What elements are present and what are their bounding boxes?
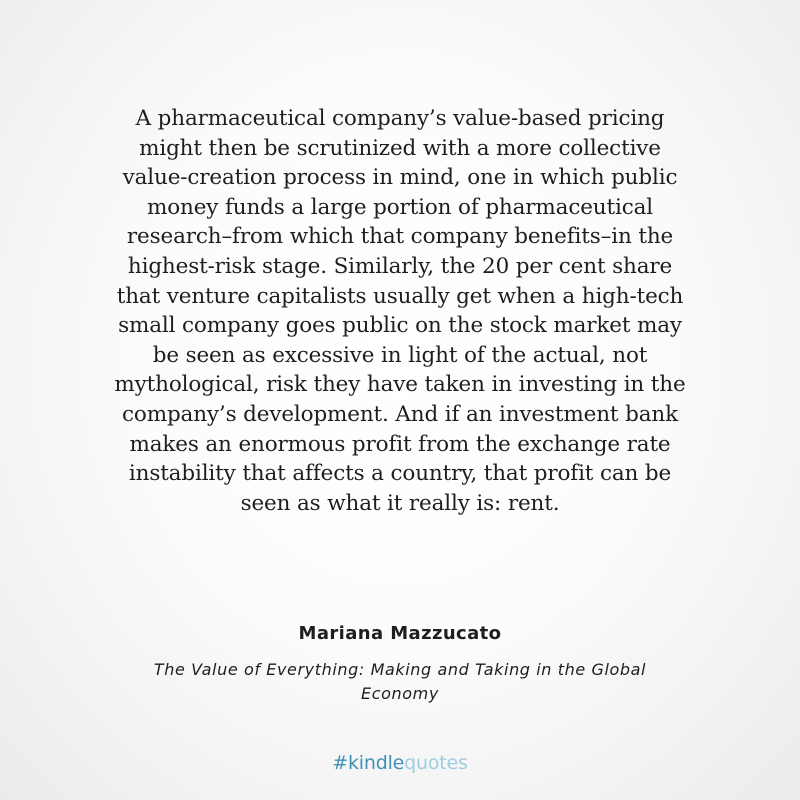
hashtag-prefix: #kindle [332, 752, 405, 774]
book-title-line: Economy [361, 684, 439, 703]
quote-line: instability that affects a country, that profit can be [128, 461, 672, 487]
quote-line: value-creation process in mind, one in which public [122, 165, 678, 191]
quote-line: be seen as excessive in light of the actual, not [152, 342, 648, 368]
book-title [60, 658, 740, 706]
quote-line: makes an enormous profit from the exchange rate [129, 431, 671, 457]
hashtag-suffix: quotes [404, 752, 468, 774]
quote-line: might then be scrutinized with a more collective [139, 135, 661, 161]
quote-line: seen as what it really is: rent. [240, 490, 560, 516]
book-title-line: The Value of Everything: Making and Taking in the Global [153, 660, 647, 679]
quote-text [50, 104, 750, 518]
quote-line: A pharmaceutical company’s value-based pricing [135, 106, 665, 131]
quote-line: company’s development. And if an investment bank [122, 401, 678, 427]
quote-line: mythological, risk they have taken in investing in the [114, 372, 686, 398]
quote-line: that venture capitalists usually get when a high-tech [116, 283, 684, 309]
quote-line: small company goes public on the stock market may [118, 313, 682, 339]
quote-line: research–from which that company benefits–in the [126, 224, 674, 250]
author-name: Mariana Mazzucato [298, 623, 502, 644]
quote-line: highest-risk stage. Similarly, the 20 per cent share [127, 253, 673, 279]
kindle-quotes-hashtag [0, 752, 800, 774]
quote-line: money funds a large portion of pharmaceutical [147, 194, 653, 220]
